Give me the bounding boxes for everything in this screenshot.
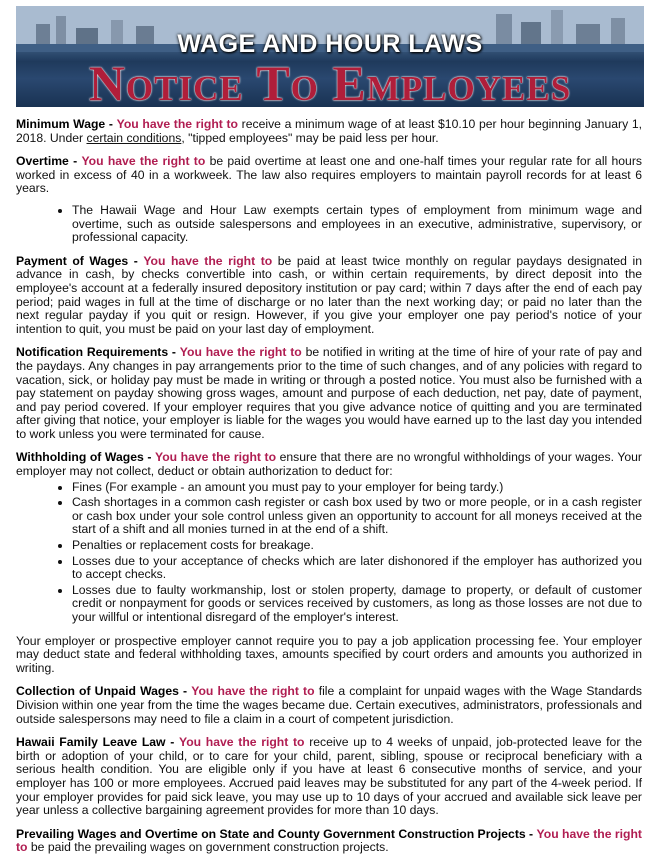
notice-body <box>16 118 642 865</box>
list-item: • Fines (For example - an amount you must pay to your employer for being tardy.) <box>72 481 642 495</box>
prevailing-wages-section <box>16 828 642 855</box>
banner-title-top: WAGE AND HOUR LAWS <box>177 30 483 58</box>
collection-section <box>16 685 642 726</box>
section-text: ensure that there are no wrongful withholdings of your wages. Your employer may not collect, deduct or obtain authorization to deduct for: <box>16 450 642 479</box>
section-text: be paid at least twice monthly on regular paydays designated in advance in cash, by checks convertible into cash, or within certain requirements, by direct deposit into the employee's account at a federally insured depository institution or pay card; within 7 days after the end of each pay period; paid wages in full at the time of discharge or no later than the next working day; or paid no later than the next regular payday if you quit or resign. However, if you give your employer one pay period's notice of your intention to quit, you must be paid on your last day of employment. <box>16 253 642 336</box>
withholding-bullet-list <box>16 481 642 625</box>
right-phrase: You have the right to <box>81 154 206 169</box>
section-text: file a complaint for unpaid wages with the Wage Standards Division within one year from the time the wages became due. Certain executives, administrators, professionals and outside salespersons may need to file a claim in a court of competent jurisdiction. <box>16 684 642 726</box>
withholding-section <box>16 451 642 478</box>
section-heading: Minimum Wage - <box>16 117 113 131</box>
right-phrase: You have the right to <box>179 345 302 360</box>
section-heading: Payment of Wages - <box>16 253 138 268</box>
banner-title-bottom: Notice To Employees <box>88 55 572 107</box>
section-text: receive up to 4 weeks of unpaid, job-protected leave for the birth or adoption of your child, or to care for your child, parent, sibling, spouse or reciprocal beneficiary with a serious health condition. You are eligible only if you have at least 6 consecutive months of service, and your employer has 100 or more employees. Accrued paid leaves may be substituted for any part of the 4-week period. If your employer provides for paid sick leave, you may use up to 10 days of your accrued and available sick leave per year unless a collective bargaining agreement provides for more than 10 days. <box>16 735 643 818</box>
section-text: , "tipped employees" may be paid less per hour. <box>181 130 439 145</box>
family-leave-section <box>16 736 642 818</box>
right-phrase: You have the right to <box>116 117 238 131</box>
list-item: • Losses due to your acceptance of checks which are later dishonored if the employer has authorized you to accept checks. <box>72 555 642 582</box>
right-phrase: You have the right to <box>16 826 642 855</box>
section-heading: Prevailing Wages and Overtime on State and County Government Construction Projects - <box>16 826 534 841</box>
list-item: • Losses due to faulty workmanship, lost or stolen property, damage to property, or default of customer credit or nonpayment for goods or services received by customers, as long as those losses are not due to your willful or intentional disregard of the employer's interest. <box>72 584 642 625</box>
list-item: • The Hawaii Wage and Hour Law exempts certain types of employment from minimum wage and overtime, such as outside salespersons and employees in an executive, administrative, supervisory, or professional capacity. <box>72 204 642 245</box>
section-text: receive a minimum wage of at least $10.10 per hour beginning January 1, 2018. Under <box>16 117 642 145</box>
header-banner <box>16 6 644 107</box>
minimum-wage-section <box>16 118 642 145</box>
section-heading: Overtime - <box>16 154 78 169</box>
application-fee-paragraph: Your employer or prospective employer cannot require you to pay a job application processing fee. Your employer may deduct state and federal withholding taxes, amounts specified by court orders and amounts you authorized in writing. <box>16 633 642 675</box>
section-text: be paid overtime at least one and one-half times your regular rate for all hours worked in excess of 40 in a workweek. The law also requires employers to maintain payroll records for at least 6 years. <box>16 154 642 196</box>
right-phrase: You have the right to <box>143 253 273 268</box>
right-phrase: You have the right to <box>191 684 315 699</box>
certain-conditions-link[interactable]: certain conditions <box>86 130 182 145</box>
list-item: • Penalties or replacement costs for breakage. <box>72 539 642 553</box>
overtime-section <box>16 155 642 196</box>
right-phrase: You have the right to <box>179 735 305 750</box>
section-heading: Notification Requirements - <box>16 345 176 360</box>
section-text: be notified in writing at the time of hire of your rate of pay and the paydays. Any changes in pay arrangements prior to the time of such changes, and of any policies with regard to vacation, sick, or holiday pay must be made in writing or through a posted notice. You must also be furnished with a pay statement on payday showing gross wages, amount and purpose of each deduction, net pay, date of payment, and pay period covered. If your employer requires that you give advance notice of quitting and you are terminated after giving that notice, your employer is liable for the wages you would have earned up to the last day you intended to work unless you were terminated for cause. <box>16 345 642 441</box>
overtime-bullet-list <box>16 204 642 245</box>
list-item: • Cash shortages in a common cash register or cash box used by two or more people, or in a cash register or cash box under your sole control unless given an opportunity to account for all moneys received at the start of a shift and all monies turned in at the end of a shift. <box>72 496 642 537</box>
section-heading: Collection of Unpaid Wages - <box>16 684 188 699</box>
notification-section <box>16 346 642 441</box>
section-text: be paid the prevailing wages on government construction projects. <box>30 840 389 855</box>
payment-section <box>16 255 642 337</box>
right-phrase: You have the right to <box>154 450 277 465</box>
section-heading: Withholding of Wages - <box>16 450 152 465</box>
section-heading: Hawaii Family Leave Law - <box>16 735 175 750</box>
